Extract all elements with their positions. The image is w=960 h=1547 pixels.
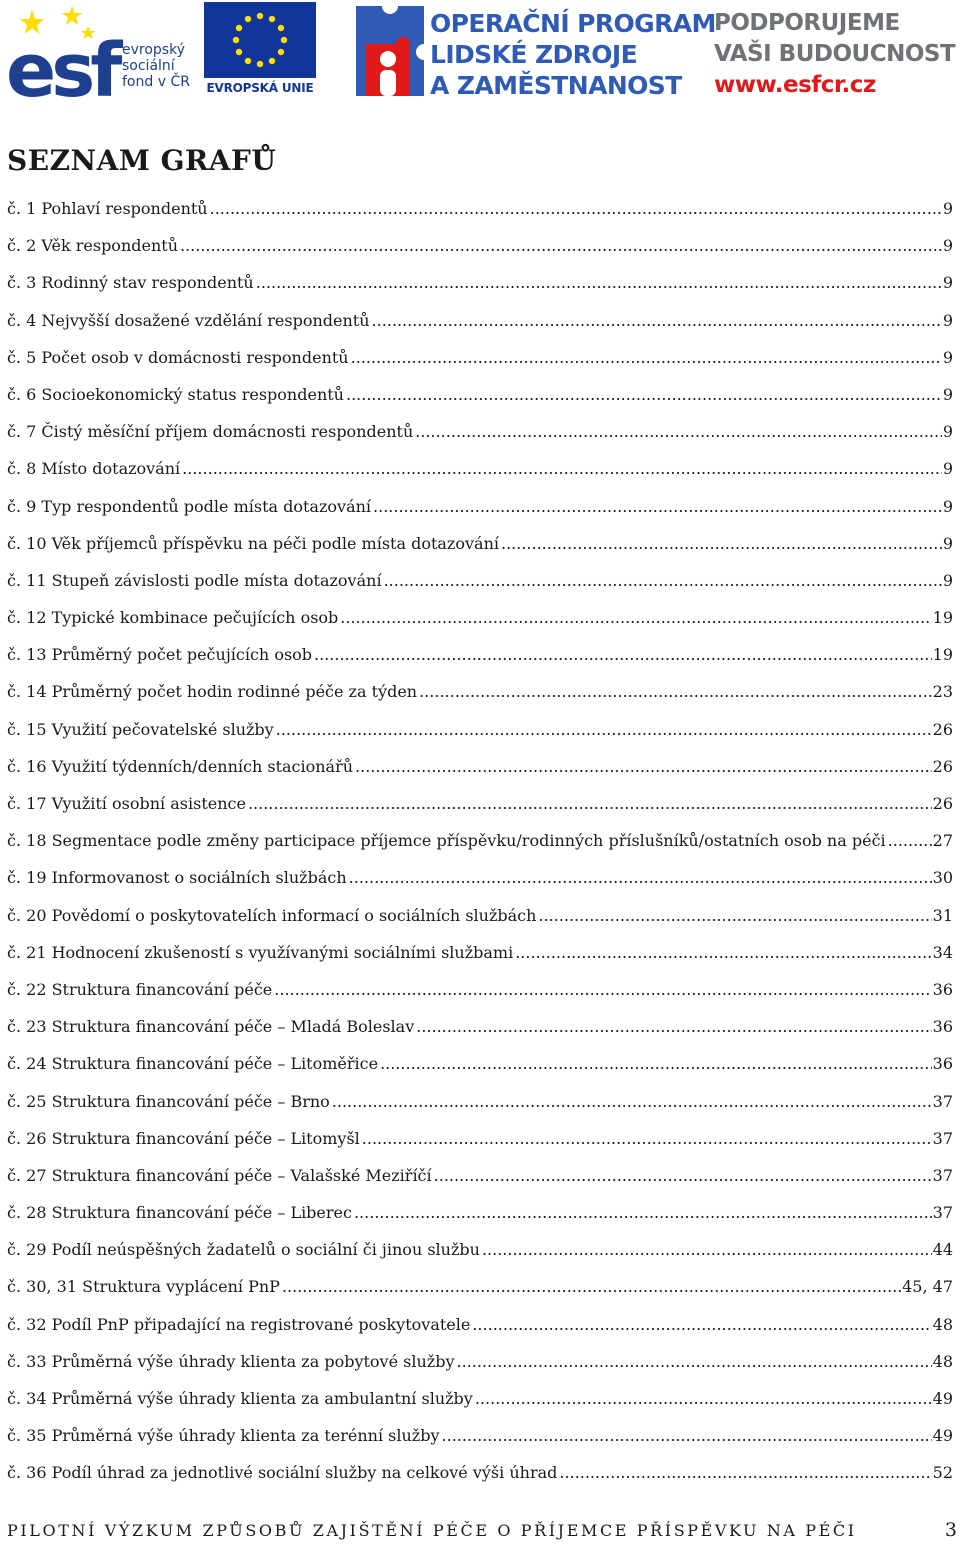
page-number: 3 (944, 1519, 957, 1541)
toc-entry-label: č. 25 Struktura financování péče – Brno (7, 1091, 330, 1111)
toc-entry-label: č. 7 Čistý měsíční příjem domácnosti respondentů (7, 422, 414, 442)
dot-leader (354, 1194, 932, 1231)
toc-entry-page: 9 (942, 459, 953, 479)
toc-entry-page: 26 (932, 756, 953, 776)
toc-entry-page: 9 (942, 384, 953, 404)
toc-entry[interactable] (7, 488, 953, 525)
dot-leader (559, 1454, 931, 1491)
toc-entry-page: 19 (932, 645, 953, 665)
dot-leader (373, 488, 942, 525)
toc-entry-label: č. 10 Věk příjemců příspěvku na péči podle místa dotazování (7, 533, 499, 553)
dot-leader (472, 1306, 931, 1343)
toc-entry-page: 9 (942, 273, 953, 293)
toc-entry[interactable] (7, 1380, 953, 1417)
toc-entry-label: č. 29 Podíl neúspěšných žadatelů o sociální či jinou službu (7, 1240, 480, 1260)
dot-leader (314, 636, 932, 673)
toc-entry-label: č. 16 Využití týdenních/denních stacionářů (7, 756, 354, 776)
op-line: LIDSKÉ ZDROJE (430, 40, 638, 69)
toc-entry[interactable] (7, 227, 953, 264)
slogan-line: PODPORUJEME (714, 10, 900, 36)
eu-logo (204, 2, 316, 100)
header-logo-strip (0, 0, 960, 104)
toc-entry[interactable] (7, 1157, 953, 1194)
page-title: SEZNAM GRAFŮ (7, 144, 277, 177)
toc-entry-page: 37 (932, 1128, 953, 1148)
toc-entry-label: č. 17 Využití osobní asistence (7, 794, 246, 813)
toc-entry-label: č. 15 Využití pečovatelské služby (7, 719, 274, 739)
dot-leader (434, 1157, 932, 1194)
toc-entry-label: č. 4 Nejvyšší dosažené vzdělání respondentů (7, 310, 370, 330)
dot-leader (274, 971, 931, 1008)
dot-leader (346, 376, 942, 413)
toc-entry-label: č. 13 Průměrný počet pečujících osob (7, 645, 313, 665)
toc-entry-label: č. 12 Typické kombinace pečujících osob (7, 608, 339, 628)
dot-leader (248, 785, 932, 822)
dot-leader (282, 1268, 901, 1305)
toc-entry[interactable] (7, 1194, 953, 1231)
toc-entry-page: 19 (932, 608, 953, 628)
toc-entry-label: č. 35 Průměrná výše úhrady klienta za terénní služby (7, 1426, 440, 1446)
dot-leader (888, 822, 932, 859)
toc-entry[interactable] (7, 822, 953, 859)
toc-entry-label: č. 33 Průměrná výše úhrady klienta za pobytové služby (7, 1351, 455, 1371)
dot-leader (457, 1343, 932, 1380)
eu-label: EVROPSKÁ UNIE (206, 81, 314, 95)
dot-leader (332, 1083, 932, 1120)
op-line: OPERAČNÍ PROGRAM (430, 9, 716, 38)
dot-leader (415, 413, 942, 450)
dot-leader (256, 264, 942, 301)
toc-entry[interactable] (7, 1045, 953, 1082)
toc-entry-page: 44 (932, 1240, 953, 1260)
dot-leader (180, 227, 942, 264)
toc-entry-label: č. 23 Struktura financování péče – Mladá Boleslav (7, 1017, 415, 1037)
dot-leader (515, 934, 931, 971)
toc-entry[interactable] (7, 748, 953, 785)
toc-entry-page: 49 (932, 1389, 953, 1408)
toc-entry-label: č. 24 Struktura financování péče – Litoměřice (7, 1054, 379, 1074)
toc-entry[interactable] (7, 562, 953, 599)
toc-entry[interactable] (7, 339, 953, 376)
toc-entry-label: č. 6 Socioekonomický status respondentů (7, 384, 344, 404)
op-puzzle-icon (352, 4, 428, 98)
dot-leader (442, 1417, 932, 1454)
toc-entry[interactable] (7, 673, 953, 710)
toc-entry-page: 37 (932, 1165, 953, 1185)
dot-leader (384, 562, 942, 599)
toc-entry[interactable] (7, 1454, 953, 1491)
dot-leader (362, 1120, 932, 1157)
toc-entry-page: 30 (932, 868, 953, 888)
eu-flag-icon (204, 2, 316, 78)
toc-entry[interactable] (7, 971, 953, 1008)
toc-entry-label: č. 30, 31 Struktura vyplácení PnP (7, 1277, 280, 1297)
svg-text:esf: esf (6, 28, 118, 100)
dot-leader (416, 1008, 931, 1045)
esf-url-link[interactable]: www.esfcr.cz (714, 72, 876, 98)
toc-entry-page: 34 (932, 942, 953, 962)
dot-leader (475, 1380, 932, 1417)
dot-leader (501, 525, 942, 562)
dot-leader (538, 897, 931, 934)
toc-entry[interactable] (7, 1417, 953, 1454)
toc-entry[interactable] (7, 785, 953, 822)
toc-entry[interactable] (7, 413, 953, 450)
dot-leader (482, 1231, 932, 1268)
toc-entry-page: 48 (932, 1351, 953, 1371)
toc-entry-page: 36 (932, 1017, 953, 1037)
toc-entry[interactable] (7, 190, 953, 227)
toc-entry[interactable] (7, 1268, 953, 1305)
dot-leader (355, 748, 932, 785)
toc-entry-page: 9 (942, 199, 953, 218)
toc-entry[interactable] (7, 1120, 953, 1157)
toc-entry-page: 48 (932, 1314, 953, 1334)
toc-entry[interactable] (7, 1083, 953, 1120)
op-line: A ZAMĚSTNANOST (430, 71, 682, 100)
dot-leader (419, 673, 932, 710)
esf-subtitle: evropský sociální fond v ČR (122, 42, 190, 90)
toc-entry[interactable] (7, 636, 953, 673)
toc-entry-label: č. 32 Podíl PnP připadající na registrované poskytovatele (7, 1314, 471, 1334)
toc-entry-label: č. 18 Segmentace podle změny participace příjemce příspěvku/rodinných příslušníků/ostatních osob na péči (7, 831, 886, 851)
toc-entry[interactable] (7, 599, 953, 636)
toc-entry-label: č. 3 Rodinný stav respondentů (7, 273, 254, 293)
toc-entry-label: č. 9 Typ respondentů podle místa dotazování (7, 496, 372, 516)
toc-entry-label: č. 1 Pohlaví respondentů (7, 199, 208, 218)
toc-entry-page: 45, 47 (902, 1277, 953, 1297)
toc-entry-page: 9 (942, 533, 953, 553)
toc-entry-label: č. 26 Struktura financování péče – Litomyšl (7, 1128, 360, 1148)
toc-entry-label: č. 5 Počet osob v domácnosti respondentů (7, 347, 349, 367)
dot-leader (380, 1045, 932, 1082)
toc-entry-page: 52 (932, 1463, 953, 1483)
toc-entry-page: 9 (942, 496, 953, 516)
toc-entry-label: č. 2 Věk respondentů (7, 236, 178, 256)
toc-entry-page: 49 (932, 1426, 953, 1446)
toc-entry-page: 26 (932, 719, 953, 739)
dot-leader (351, 339, 942, 376)
toc-entry-label: č. 28 Struktura financování péče – Liberec (7, 1203, 352, 1223)
dot-leader (182, 450, 942, 487)
toc-entry-label: č. 34 Průměrná výše úhrady klienta za ambulantní služby (7, 1389, 473, 1408)
dot-leader (340, 599, 931, 636)
toc-entry-page: 31 (932, 905, 953, 925)
footer-document-title: PILOTNÍ VÝZKUM ZPŮSOBŮ ZAJIŠTĚNÍ PÉČE O PŘÍJEMCE PŘÍSPĚVKU NA PÉČI (7, 1521, 857, 1540)
dot-leader (276, 711, 932, 748)
toc-entry-page: 26 (932, 794, 953, 813)
toc-entry-label: č. 19 Informovanost o sociálních službách (7, 868, 347, 888)
toc-entry[interactable] (7, 1306, 953, 1343)
dot-leader (210, 190, 942, 227)
toc-entry[interactable] (7, 1231, 953, 1268)
toc-entry-page: 37 (932, 1203, 953, 1223)
toc-entry[interactable] (7, 897, 953, 934)
toc-entry-page: 9 (942, 422, 953, 442)
dot-leader (349, 859, 932, 896)
toc-entry-label: č. 14 Průměrný počet hodin rodinné péče za týden (7, 682, 418, 702)
toc-entry-page: 23 (932, 682, 953, 702)
toc-entry-page: 37 (932, 1091, 953, 1111)
op-title (430, 8, 716, 101)
toc-entry-page: 9 (942, 570, 953, 590)
toc-entry-label: č. 20 Povědomí o poskytovatelích informací o sociálních službách (7, 905, 537, 925)
toc-entry-page: 36 (932, 1054, 953, 1074)
toc-entry-page: 36 (932, 979, 953, 999)
toc-entry-label: č. 22 Struktura financování péče (7, 979, 273, 999)
toc-entry[interactable] (7, 859, 953, 896)
toc-entry[interactable] (7, 934, 953, 971)
page-footer (7, 1519, 957, 1547)
toc-entry[interactable] (7, 711, 953, 748)
toc-entry[interactable] (7, 525, 953, 562)
slogan-line: VAŠI BUDOUCNOST (714, 41, 956, 67)
toc-entry-label: č. 11 Stupeň závislosti podle místa dotazování (7, 570, 382, 590)
toc-entry[interactable] (7, 1343, 953, 1380)
toc-entry-page: 9 (942, 236, 953, 256)
dot-leader (372, 302, 942, 339)
toc-entry-page: 9 (942, 310, 953, 330)
toc-entry[interactable] (7, 1008, 953, 1045)
toc-entry-label: č. 36 Podíl úhrad za jednotlivé sociální služby na celkové výši úhrad (7, 1463, 558, 1483)
list-of-charts (7, 190, 953, 1492)
toc-entry-label: č. 8 Místo dotazování (7, 459, 181, 479)
toc-entry[interactable] (7, 302, 953, 339)
toc-entry-label: č. 27 Struktura financování péče – Valašské Meziříčí (7, 1165, 432, 1185)
star-icon (62, 6, 82, 25)
toc-entry[interactable] (7, 450, 953, 487)
slogan (714, 8, 955, 101)
toc-entry[interactable] (7, 264, 953, 301)
toc-entry-page: 9 (942, 347, 953, 367)
toc-entry-label: č. 21 Hodnocení zkušeností s využívanými sociálními službami (7, 942, 514, 962)
toc-entry[interactable] (7, 376, 953, 413)
toc-entry-page: 27 (932, 831, 953, 851)
